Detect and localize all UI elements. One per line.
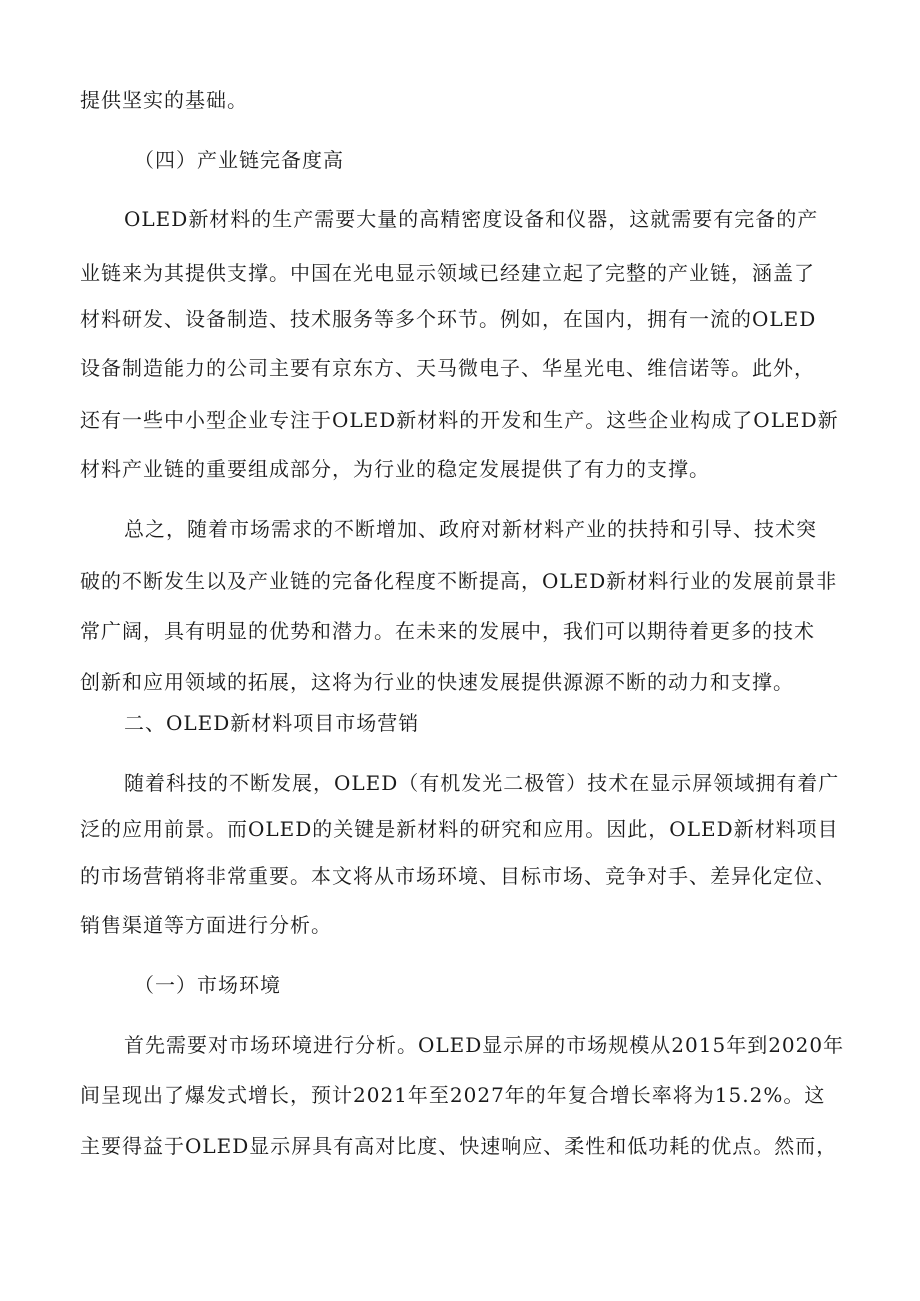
text-line: 主要得益于OLED显示屏具有高对比度、快速响应、柔性和低功耗的优点。然而，	[80, 1134, 838, 1158]
section-heading: （四）产业链完备度高	[134, 148, 344, 172]
text-line: 泛的应用前景。而OLED的关键是新材料的研究和应用。因此，OLED新材料项目	[80, 817, 839, 841]
text-line: 材料产业链的重要组成部分，为行业的稳定发展提供了有力的支撑。	[80, 457, 710, 481]
text-line: OLED新材料的生产需要大量的高精密度设备和仪器，这就需要有完备的产	[124, 207, 819, 231]
text-line: 的市场营销将非常重要。本文将从市场环境、目标市场、竞争对手、差异化定位、	[80, 864, 836, 888]
text-line: 常广阔，具有明显的优势和潜力。在未来的发展中，我们可以期待着更多的技术	[80, 619, 815, 643]
text-line: 业链来为其提供支撑。中国在光电显示领域已经建立起了完整的产业链，涵盖了	[80, 261, 815, 285]
text-line: 提供坚实的基础。	[80, 88, 248, 112]
text-line: 首先需要对市场环境进行分析。OLED显示屏的市场规模从2015年到2020年	[124, 1033, 845, 1057]
text-line: 随着科技的不断发展，OLED（有机发光二极管）技术在显示屏领域拥有着广	[124, 771, 840, 795]
text-line: 材料研发、设备制造、技术服务等多个环节。例如，在国内，拥有一流的OLED	[80, 307, 817, 331]
text-line: 设备制造能力的公司主要有京东方、天马微电子、华星光电、维信诺等。此外，	[80, 356, 815, 380]
section-heading: 二、OLED新材料项目市场营销	[124, 711, 420, 735]
section-heading: （一）市场环境	[134, 973, 281, 997]
text-line: 销售渠道等方面进行分析。	[80, 913, 332, 937]
text-line: 创新和应用领域的拓展，这将为行业的快速发展提供源源不断的动力和支撑。	[80, 670, 794, 694]
text-line: 总之，随着市场需求的不断增加、政府对新材料产业的扶持和引导、技术突	[124, 517, 817, 541]
text-line: 间呈现出了爆发式增长，预计2021年至2027年的年复合增长率将为15.2%。这	[80, 1083, 826, 1107]
text-line: 破的不断发生以及产业链的完备化程度不断提高，OLED新材料行业的发展前景非	[80, 569, 838, 593]
text-line: 还有一些中小型企业专注于OLED新材料的开发和生产。这些企业构成了OLED新	[80, 408, 839, 432]
